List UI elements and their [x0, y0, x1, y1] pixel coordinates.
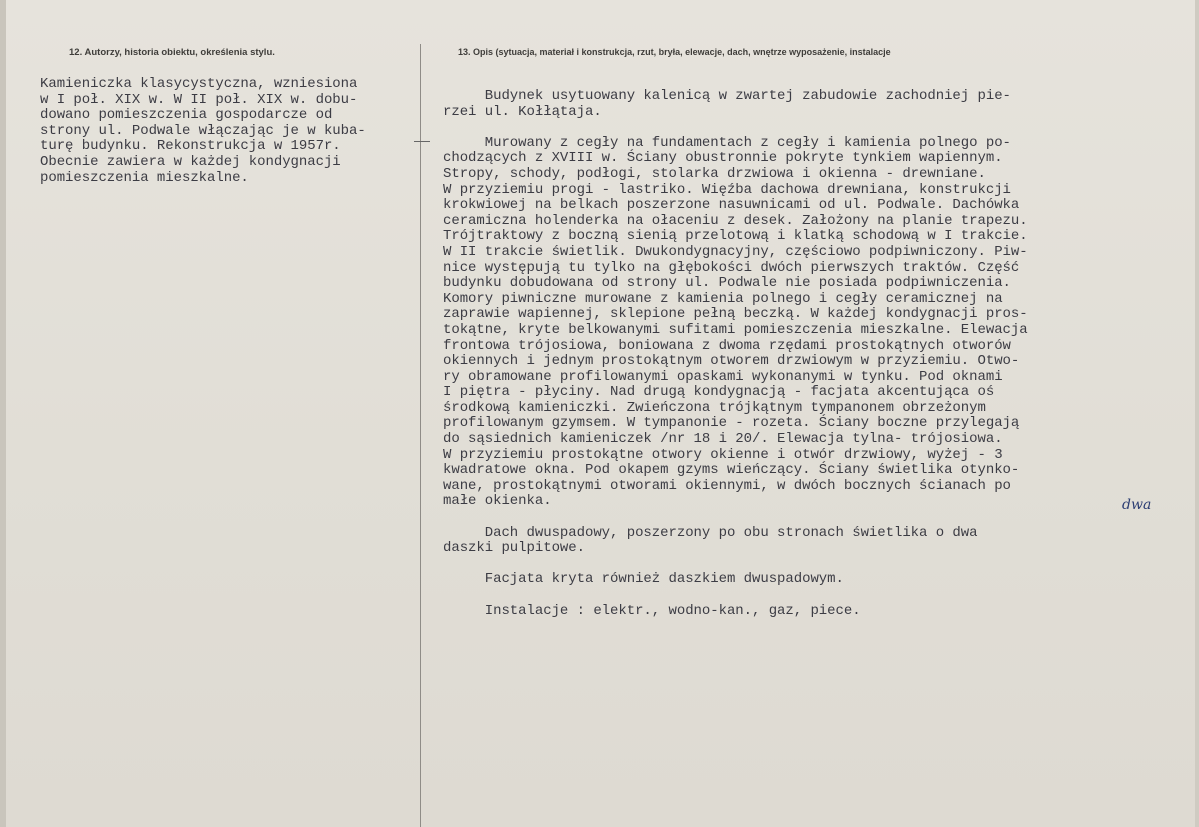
margin-tick-mark: [414, 141, 430, 142]
column-divider: [420, 44, 421, 827]
section-12-heading: 12. Autorzy, historia obiektu, określenia stylu.: [69, 47, 275, 58]
section-12-typed-text: Kamieniczka klasycystyczna, wzniesiona w I poł. XIX w. W II poł. XIX w. dobu- dowano pomieszczenia gospodarcze od strony ul. Podwale włączając je w kuba- turę budynku. Rekonstrukcja w 1957r. Obecnie zawiera w każdej kondygnacji pomieszczenia mieszkalne.: [40, 76, 366, 186]
section-13-heading: 13. Opis (sytuacja, materiał i konstrukcja, rzut, bryła, elewacje, dach, wnętrze wyposażenie, instalacje: [458, 47, 891, 57]
handwritten-annotation: dwa: [1122, 497, 1152, 513]
section-13-typed-text: Budynek usytuowany kalenicą w zwartej zabudowie zachodniej pie- rzei ul. Kołłątaja. Murowany z cegły na fundamentach z cegły i kamienia polnego po- chodzących z XVIII w. Ściany obustronnie pokryte tynkiem wapiennym. Stropy, schody, podłogi, stolarka drzwiowa i okienna - drewniane. W przyziemiu progi - lastriko. Więźba dachowa drewniana, konstrukcji krokwiowej na belkach poszerzone nasuwnicami od ul. Podwale. Dachówka ceramiczna holenderka na ołaceniu z desek. Założony na planie trapezu. Trójtraktowy z boczną sienią przelotową i klatką schodową w I trakcie. W II trakcie świetlik. Dwukondygnacyjny, częściowo podpiwniczony. Piw- nice występują tu tylko na głębokości dwóch pierwszych traktów. Część budynku dobudowana od strony ul. Podwale nie posiada podpiwniczenia. Komory piwniczne murowane z kamienia polnego i cegły ceramicznej na zaprawie wapiennej, sklepione pełną beczką. W każdej kondygnacji pros- tokątne, kryte belkowanymi sufitami pomieszczenia mieszkalne. Elewacja frontowa trójosiowa, boniowana z dwoma rzędami prostokątnych otworów okiennych i jednym prostokątnym otworem drzwiowym w przyziemiu. Otwo- ry obramowane profilowanymi opaskami wykonanymi w tynku. Pod oknami I piętra - płyciny. Nad drugą kondygnacją - facjata akcentująca oś środkową kamieniczki. Zwieńczona trójkątnym tympanonem obrzeżonym profilowanym gzymsem. W tympanonie - rozeta. Ściany boczne przylegają do sąsiednich kamieniczek /nr 18 i 20/. Elewacja tylna- trójosiowa. W przyziemiu prostokątne otwory okienne i otwór drzwiowy, wyżej - 3 kwadratowe okna. Pod okapem gzyms wieńczący. Ściany świetlika otynko- wane, prostokątnymi otworami okiennymi, w dwóch bocznych ścianach po małe okienka. Dach dwuspadowy, poszerzony po obu stronach świetlika o dwa daszki pulpitowe. Facjata kryta również daszkiem dwuspadowym. Instalacje : elektr., wodno-kan., gaz, piece.: [443, 88, 1028, 619]
